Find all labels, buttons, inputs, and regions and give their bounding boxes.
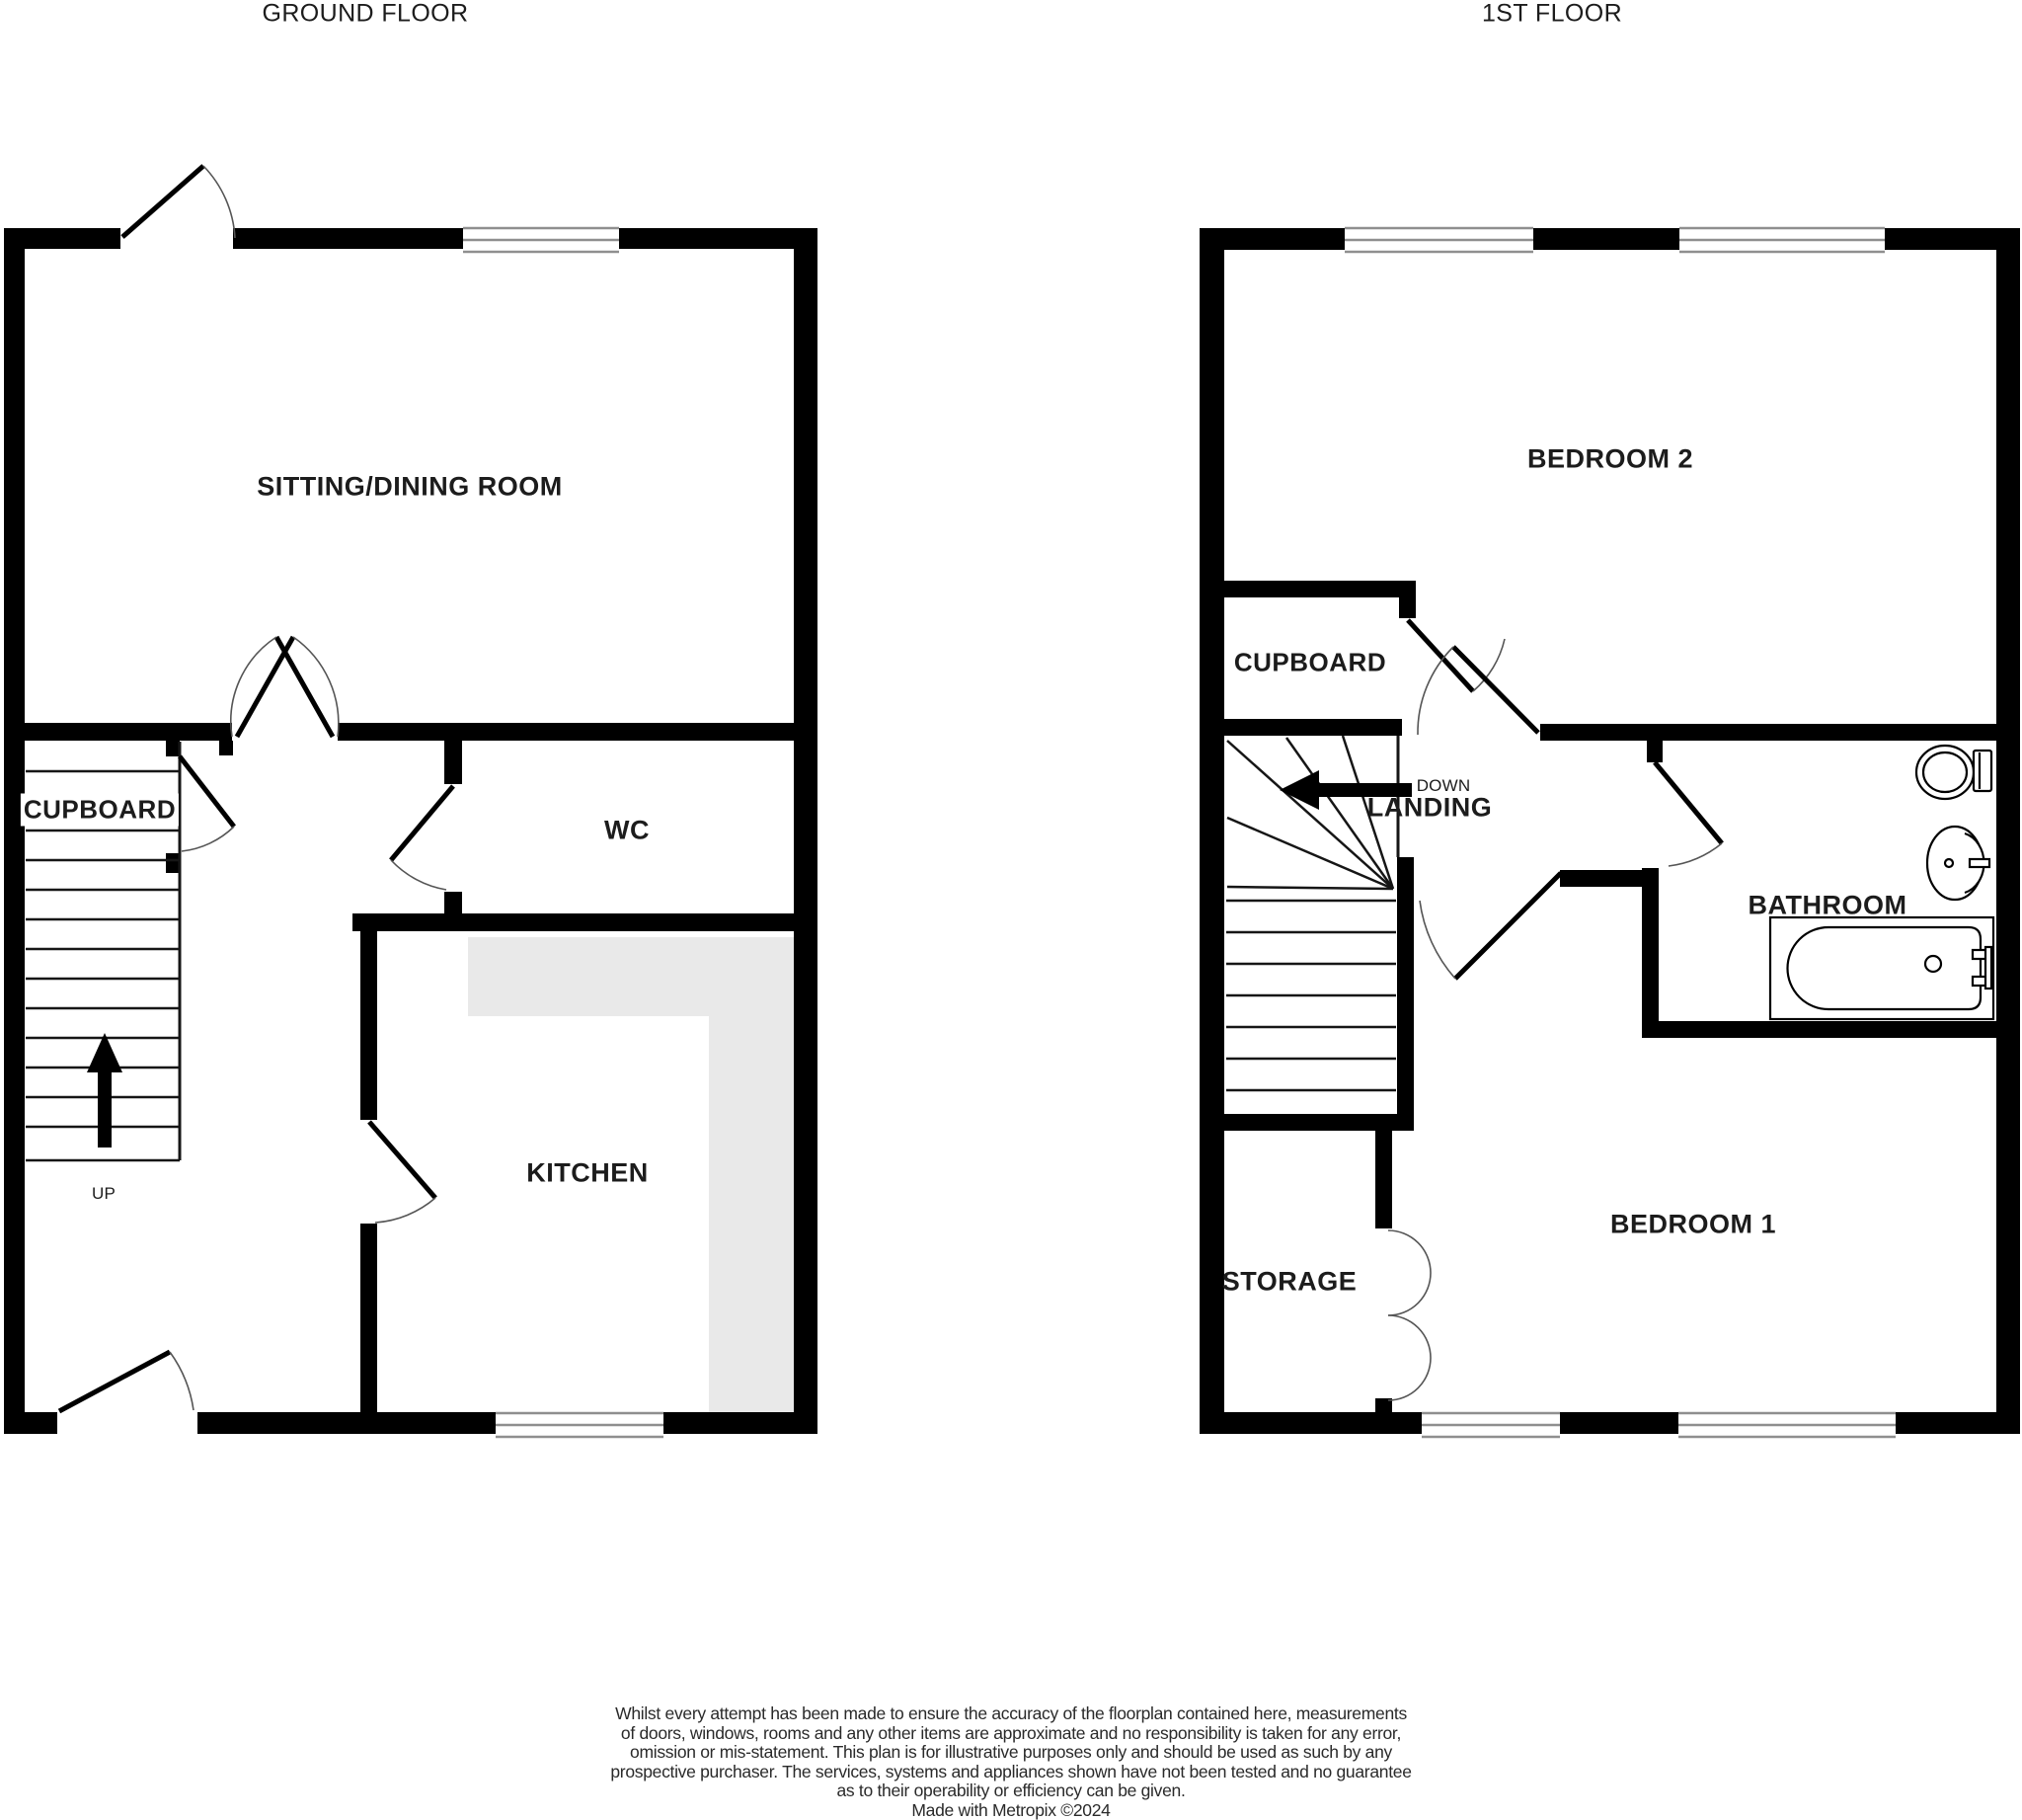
disclaimer-line: as to their operability or efficiency can be given. <box>836 1780 1186 1800</box>
kitchen-counter <box>468 937 794 1016</box>
ff-bottom-wall <box>1560 1412 1678 1434</box>
room-label-ff-cupboard: CUPBOARD <box>1233 647 1387 677</box>
disclaimer-line: Whilst every attempt has been made to ensure the accuracy of the floorplan contained here, measurements <box>615 1703 1407 1723</box>
gf-kitchen-wall <box>360 1224 377 1412</box>
ground-floor-title: GROUND FLOOR <box>262 0 469 28</box>
ff-cupboard-wall <box>1224 581 1416 597</box>
gf-top-wall <box>619 228 817 249</box>
gf-window-bottom <box>496 1411 663 1438</box>
ff-bottom-wall <box>1896 1412 2020 1434</box>
ff-bathroom-door <box>1655 762 1722 866</box>
room-label-storage: STORAGE <box>1221 1266 1358 1297</box>
ff-bedroom2-door <box>1418 647 1538 735</box>
ff-storage-doors <box>1388 1230 1431 1400</box>
gf-top-wall <box>233 228 463 249</box>
room-label-kitchen: KITCHEN <box>526 1157 649 1188</box>
gf-doorjamb <box>219 741 233 755</box>
ff-window-bottom-left <box>1422 1411 1560 1438</box>
ff-window-top-right <box>1679 226 1885 253</box>
ff-stair-wall <box>1224 1114 1414 1131</box>
gf-doorjamb <box>166 741 180 756</box>
ff-bedroom1-door <box>1420 873 1561 979</box>
gf-wc-wall <box>444 741 462 784</box>
gf-wc-door <box>391 786 453 890</box>
gf-double-doors <box>231 637 339 737</box>
gf-doorjamb <box>166 853 180 873</box>
gf-hall-wall <box>338 723 794 741</box>
ff-left-wall <box>1200 228 1224 1434</box>
kitchen-counter <box>709 1016 794 1412</box>
first-floor-plan <box>1200 226 2020 1438</box>
gf-right-wall <box>794 228 817 1434</box>
gf-wc-wall <box>444 892 462 915</box>
ff-window-top-left <box>1345 226 1533 253</box>
ff-right-wall <box>1996 228 2020 1434</box>
ff-doorjamb <box>1647 741 1663 762</box>
ff-top-wall <box>1533 228 1679 250</box>
gf-kitchen-door <box>369 1122 435 1223</box>
ff-bottom-wall <box>1200 1412 1422 1434</box>
bathtub <box>1770 917 1993 1019</box>
gf-bottom-wall <box>663 1412 817 1434</box>
ff-bathroom-wall <box>1642 1021 1998 1038</box>
disclaimer <box>0 1704 2022 1820</box>
gf-top-wall <box>4 228 120 249</box>
gf-front-door <box>122 166 235 238</box>
gf-bottom-wall <box>4 1412 57 1434</box>
ff-doorjamb <box>1399 597 1416 618</box>
gf-kitchen-wall <box>360 931 377 1120</box>
room-label-gf-cupboard: CUPBOARD <box>21 794 179 827</box>
gf-bottom-wall <box>197 1412 496 1434</box>
made-with-credit: Made with Metropix ©2024 <box>911 1799 1111 1820</box>
room-label-wc: WC <box>604 815 650 845</box>
disclaimer-line: of doors, windows, rooms and any other items are approximate and no responsibility is taken for any error, <box>620 1722 1402 1743</box>
ff-bedroom2-wall <box>1540 724 2020 741</box>
room-label-bathroom: BATHROOM <box>1748 890 1907 920</box>
ff-stair-wall <box>1224 719 1402 736</box>
sink <box>1927 827 1989 900</box>
stair-label-up: UP <box>91 1184 117 1203</box>
gf-kitchen-wall <box>352 913 794 931</box>
gf-back-door <box>59 1352 194 1411</box>
gf-cupboard-door <box>180 756 234 851</box>
toilet <box>1916 746 1991 799</box>
ff-bathroom-wall <box>1642 868 1659 1038</box>
ff-top-wall <box>1885 228 2020 250</box>
stair-label-down: DOWN <box>1416 776 1471 795</box>
disclaimer-line: prospective purchaser. The services, systems and appliances shown have not been tested and no guarantee <box>610 1761 1412 1781</box>
gf-hall-wall <box>4 723 232 741</box>
first-floor-title: 1ST FLOOR <box>1481 0 1623 28</box>
ff-stair-wall <box>1397 857 1414 1131</box>
ff-top-wall <box>1200 228 1345 250</box>
room-label-landing: LANDING <box>1366 792 1493 823</box>
ff-storage-wall <box>1375 1131 1392 1228</box>
gf-left-wall <box>4 228 25 1434</box>
gf-window-top <box>463 226 619 253</box>
room-label-sitting-dining: SITTING/DINING ROOM <box>257 471 563 502</box>
room-label-bedroom2: BEDROOM 2 <box>1526 443 1694 474</box>
ff-window-bottom-right <box>1678 1411 1896 1438</box>
disclaimer-line: omission or mis-statement. This plan is for illustrative purposes only and should be used as such by any <box>630 1742 1392 1762</box>
room-label-bedroom1: BEDROOM 1 <box>1609 1209 1777 1239</box>
up-arrow <box>87 1033 122 1147</box>
ff-bedroom1-wall <box>1560 870 1659 887</box>
